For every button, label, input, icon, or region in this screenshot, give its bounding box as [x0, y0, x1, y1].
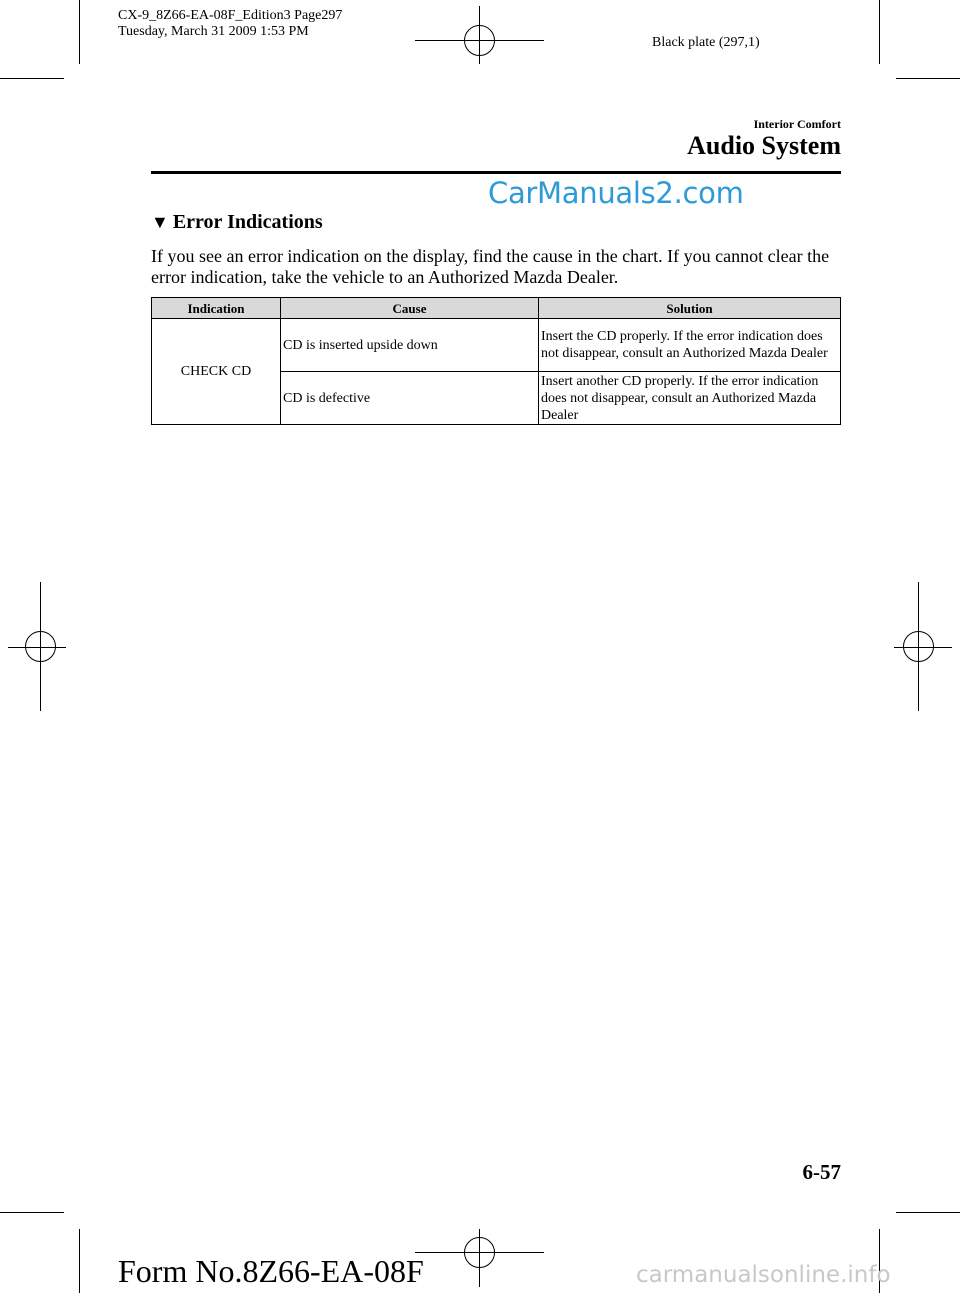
slug-line-2: Tuesday, March 31 2009 1:53 PM	[118, 24, 309, 39]
section-label: Interior Comfort	[753, 117, 841, 131]
slug-line-1: CX-9_8Z66-EA-08F_Edition3 Page297	[118, 8, 343, 23]
registration-mark-circle	[903, 631, 934, 662]
error-indications-table	[151, 297, 841, 425]
subheading	[151, 211, 323, 234]
table-header-row	[152, 298, 841, 319]
registration-mark-circle	[464, 1237, 495, 1268]
crop-mark-line	[0, 1212, 64, 1213]
solution-cell: Insert the CD properly. If the error indication does not disappear, consult an Authorized Mazda Dealer	[539, 319, 841, 372]
watermark-logo: CarManuals2.com	[488, 176, 744, 210]
table-row	[152, 319, 841, 372]
intro-paragraph: If you see an error indication on the display, find the cause in the chart. If you cannot clear the error indication, take the vehicle to an Authorized Mazda Dealer.	[151, 246, 830, 287]
header-cause: Cause	[281, 298, 539, 319]
section-title: Audio System	[687, 131, 841, 160]
form-number: Form No.8Z66-EA-08F	[118, 1253, 424, 1289]
solution-cell: Insert another CD properly. If the error indication does not disappear, consult an Authorized Mazda Dealer	[539, 372, 841, 425]
header-indication: Indication	[152, 298, 281, 319]
crop-mark-line	[879, 0, 880, 64]
crop-mark-line	[79, 1229, 80, 1293]
crop-mark-line	[0, 78, 64, 79]
triangle-down-icon: ▼	[151, 212, 169, 232]
print-slug	[118, 8, 342, 40]
page-number: 6-57	[802, 1160, 841, 1184]
cause-cell: CD is defective	[281, 372, 539, 425]
crop-mark-line	[79, 0, 80, 64]
cause-cell: CD is inserted upside down	[281, 319, 539, 372]
crop-mark-line	[896, 1212, 960, 1213]
subheading-text: Error Indications	[172, 211, 323, 233]
indication-cell: CHECK CD	[152, 319, 281, 425]
plate-label: Black plate (297,1)	[652, 35, 760, 50]
crop-mark-line	[896, 78, 960, 79]
registration-mark-circle	[25, 631, 56, 662]
header-solution: Solution	[539, 298, 841, 319]
header-rule	[151, 171, 841, 174]
registration-mark-circle	[464, 25, 495, 56]
footer-watermark: carmanualsonline.info	[636, 1262, 891, 1288]
